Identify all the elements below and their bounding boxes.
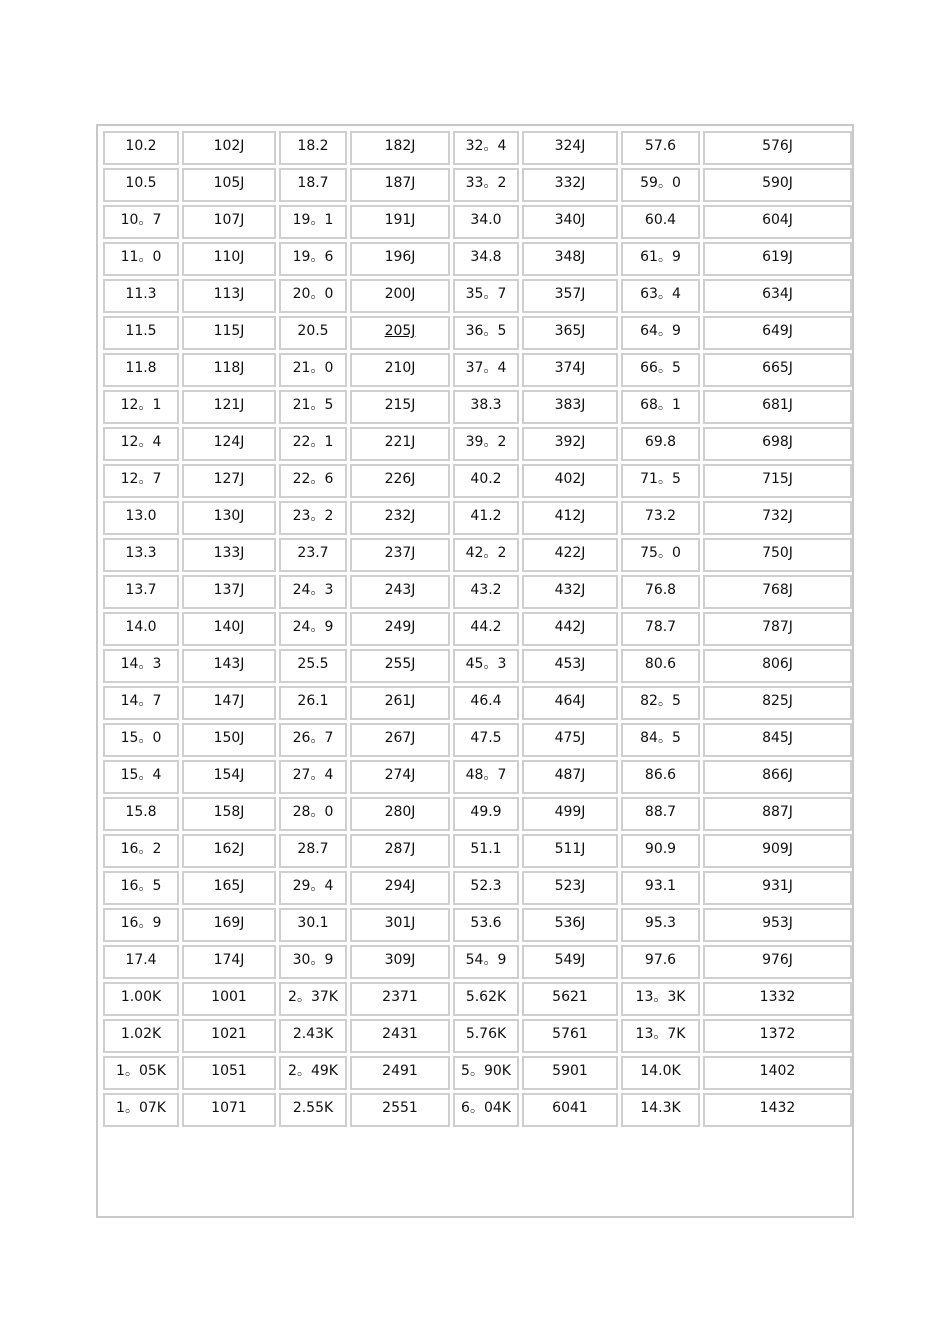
- table-cell: 88.7: [621, 797, 700, 831]
- table-cell: 15.8: [103, 797, 179, 831]
- table-cell: 13.7: [103, 575, 179, 609]
- table-cell: 1332: [703, 982, 852, 1016]
- table-cell: 6041: [522, 1093, 618, 1127]
- table-cell: 196J: [350, 242, 450, 276]
- table-cell: 953J: [703, 908, 852, 942]
- table-cell: 24。3: [279, 575, 347, 609]
- table-cell: 392J: [522, 427, 618, 461]
- table-cell: 14。3: [103, 649, 179, 683]
- table-cell: 18.2: [279, 131, 347, 165]
- table-cell: 27。4: [279, 760, 347, 794]
- table-cell: 1071: [182, 1093, 276, 1127]
- table-row: [103, 686, 852, 720]
- table-cell: 909J: [703, 834, 852, 868]
- table-cell: 137J: [182, 575, 276, 609]
- table-cell: 115J: [182, 316, 276, 350]
- table-cell: 301J: [350, 908, 450, 942]
- table-cell: 5761: [522, 1019, 618, 1053]
- table-cell: 130J: [182, 501, 276, 535]
- table-cell: 21。5: [279, 390, 347, 424]
- table-cell: 13。7K: [621, 1019, 700, 1053]
- table-cell: 40.2: [453, 464, 519, 498]
- table-cell: 232J: [350, 501, 450, 535]
- table-cell: 11.3: [103, 279, 179, 313]
- table-cell: 6。04K: [453, 1093, 519, 1127]
- table-cell: 73.2: [621, 501, 700, 535]
- table-cell: 53.6: [453, 908, 519, 942]
- table-cell: 732J: [703, 501, 852, 535]
- table-cell: 200J: [350, 279, 450, 313]
- table-row: [103, 871, 852, 905]
- table-cell: 14。7: [103, 686, 179, 720]
- table-cell: 43.2: [453, 575, 519, 609]
- table-cell: 107J: [182, 205, 276, 239]
- table-cell: 340J: [522, 205, 618, 239]
- table-cell: 49.9: [453, 797, 519, 831]
- table-cell: 18.7: [279, 168, 347, 202]
- table-cell: 294J: [350, 871, 450, 905]
- table-row: [103, 279, 852, 313]
- table-cell: 11。0: [103, 242, 179, 276]
- table-cell: 499J: [522, 797, 618, 831]
- table-cell: 453J: [522, 649, 618, 683]
- table-cell: 2431: [350, 1019, 450, 1053]
- table-cell: 113J: [182, 279, 276, 313]
- table-cell: 432J: [522, 575, 618, 609]
- table-row: [103, 612, 852, 646]
- table-cell: 267J: [350, 723, 450, 757]
- table-cell: 52.3: [453, 871, 519, 905]
- table-cell: 825J: [703, 686, 852, 720]
- table-cell: 39。2: [453, 427, 519, 461]
- table-cell: 66。5: [621, 353, 700, 387]
- table-cell: 1432: [703, 1093, 852, 1127]
- table-cell: 215J: [350, 390, 450, 424]
- table-row: [103, 501, 852, 535]
- table-row: [103, 1093, 852, 1127]
- table-cell: 64。9: [621, 316, 700, 350]
- table-cell: 237J: [350, 538, 450, 572]
- table-cell: 402J: [522, 464, 618, 498]
- table-cell: 174J: [182, 945, 276, 979]
- table-cell: 76.8: [621, 575, 700, 609]
- table-cell: 54。9: [453, 945, 519, 979]
- table-cell: 147J: [182, 686, 276, 720]
- table-cell: 16。5: [103, 871, 179, 905]
- table-cell: 2.43K: [279, 1019, 347, 1053]
- table-cell: 90.9: [621, 834, 700, 868]
- table-cell: 23。2: [279, 501, 347, 535]
- table-cell: 210J: [350, 353, 450, 387]
- table-cell: 60.4: [621, 205, 700, 239]
- table-cell: 604J: [703, 205, 852, 239]
- table-cell: 698J: [703, 427, 852, 461]
- table-cell: 976J: [703, 945, 852, 979]
- table-cell: 75。0: [621, 538, 700, 572]
- table-cell: 5.76K: [453, 1019, 519, 1053]
- table-row: [103, 834, 852, 868]
- table-cell: 243J: [350, 575, 450, 609]
- table-cell: 634J: [703, 279, 852, 313]
- table-cell: 45。3: [453, 649, 519, 683]
- table-cell: 26。7: [279, 723, 347, 757]
- table-cell: 1001: [182, 982, 276, 1016]
- table-cell: 41.2: [453, 501, 519, 535]
- table-cell: 34.8: [453, 242, 519, 276]
- table-cell: 348J: [522, 242, 618, 276]
- table-cell: 10。7: [103, 205, 179, 239]
- table-cell: 2.55K: [279, 1093, 347, 1127]
- table-cell: 36。5: [453, 316, 519, 350]
- table-cell: 133J: [182, 538, 276, 572]
- table-cell: 511J: [522, 834, 618, 868]
- table-cell: 13.3: [103, 538, 179, 572]
- table-cell: 154J: [182, 760, 276, 794]
- table-cell: 57.6: [621, 131, 700, 165]
- table-cell: 2371: [350, 982, 450, 1016]
- table-cell: 38.3: [453, 390, 519, 424]
- table-cell: 412J: [522, 501, 618, 535]
- table-cell: 93.1: [621, 871, 700, 905]
- table-cell: 374J: [522, 353, 618, 387]
- table-cell: 22。1: [279, 427, 347, 461]
- table-row: [103, 1056, 852, 1090]
- table-cell: 5。90K: [453, 1056, 519, 1090]
- resistor-code-table-frame: [96, 124, 854, 1218]
- table-row: [103, 390, 852, 424]
- table-cell: 10.5: [103, 168, 179, 202]
- table-cell: 143J: [182, 649, 276, 683]
- table-cell: 61。9: [621, 242, 700, 276]
- table-cell: 59。0: [621, 168, 700, 202]
- table-cell: 2。37K: [279, 982, 347, 1016]
- table-row: [103, 760, 852, 794]
- table-cell: 681J: [703, 390, 852, 424]
- table-cell: 19。1: [279, 205, 347, 239]
- table-cell: 97.6: [621, 945, 700, 979]
- table-row: [103, 1019, 852, 1053]
- table-body: [103, 131, 852, 1127]
- table-cell: 78.7: [621, 612, 700, 646]
- table-cell: 324J: [522, 131, 618, 165]
- table-cell: 51.1: [453, 834, 519, 868]
- table-cell: 332J: [522, 168, 618, 202]
- table-cell: 162J: [182, 834, 276, 868]
- table-cell: 806J: [703, 649, 852, 683]
- table-cell: 30.1: [279, 908, 347, 942]
- table-cell: 63。4: [621, 279, 700, 313]
- table-cell: 33。2: [453, 168, 519, 202]
- table-cell: 715J: [703, 464, 852, 498]
- table-cell: 12。1: [103, 390, 179, 424]
- table-cell: 845J: [703, 723, 852, 757]
- table-cell: 2551: [350, 1093, 450, 1127]
- table-cell: 21。0: [279, 353, 347, 387]
- table-cell: 280J: [350, 797, 450, 831]
- table-row: [103, 982, 852, 1016]
- table-cell: 1.02K: [103, 1019, 179, 1053]
- table-cell: 1051: [182, 1056, 276, 1090]
- table-cell: 110J: [182, 242, 276, 276]
- table-cell: 23.7: [279, 538, 347, 572]
- table-cell: 48。7: [453, 760, 519, 794]
- table-row: [103, 797, 852, 831]
- table-cell: 16。2: [103, 834, 179, 868]
- table-cell: 274J: [350, 760, 450, 794]
- table-cell: 619J: [703, 242, 852, 276]
- table-cell: 46.4: [453, 686, 519, 720]
- table-cell: 140J: [182, 612, 276, 646]
- table-cell: 205J: [350, 316, 450, 350]
- table-cell: 32。4: [453, 131, 519, 165]
- table-cell: 442J: [522, 612, 618, 646]
- table-cell: 2。49K: [279, 1056, 347, 1090]
- table-cell: 249J: [350, 612, 450, 646]
- table-cell: 1372: [703, 1019, 852, 1053]
- table-cell: 191J: [350, 205, 450, 239]
- table-cell: 84。5: [621, 723, 700, 757]
- table-cell: 42。2: [453, 538, 519, 572]
- table-cell: 2491: [350, 1056, 450, 1090]
- table-cell: 71。5: [621, 464, 700, 498]
- table-cell: 86.6: [621, 760, 700, 794]
- table-cell: 10.2: [103, 131, 179, 165]
- table-cell: 11.5: [103, 316, 179, 350]
- table-cell: 68。1: [621, 390, 700, 424]
- table-row: [103, 723, 852, 757]
- table-cell: 44.2: [453, 612, 519, 646]
- table-cell: 750J: [703, 538, 852, 572]
- table-cell: 150J: [182, 723, 276, 757]
- table-cell: 576J: [703, 131, 852, 165]
- table-cell: 287J: [350, 834, 450, 868]
- table-cell: 13.0: [103, 501, 179, 535]
- table-row: [103, 538, 852, 572]
- table-cell: 1.00K: [103, 982, 179, 1016]
- table-cell: 1。07K: [103, 1093, 179, 1127]
- table-cell: 187J: [350, 168, 450, 202]
- table-cell: 475J: [522, 723, 618, 757]
- table-cell: 26.1: [279, 686, 347, 720]
- table-row: [103, 649, 852, 683]
- table-cell: 549J: [522, 945, 618, 979]
- table-cell: 309J: [350, 945, 450, 979]
- table-cell: 487J: [522, 760, 618, 794]
- table-cell: 80.6: [621, 649, 700, 683]
- table-cell: 20.5: [279, 316, 347, 350]
- table-cell: 28。0: [279, 797, 347, 831]
- table-cell: 11.8: [103, 353, 179, 387]
- table-cell: 5.62K: [453, 982, 519, 1016]
- table-cell: 95.3: [621, 908, 700, 942]
- table-cell: 69.8: [621, 427, 700, 461]
- table-cell: 14.3K: [621, 1093, 700, 1127]
- table-cell: 35。7: [453, 279, 519, 313]
- table-cell: 261J: [350, 686, 450, 720]
- table-cell: 787J: [703, 612, 852, 646]
- table-cell: 165J: [182, 871, 276, 905]
- table-cell: 365J: [522, 316, 618, 350]
- table-row: [103, 427, 852, 461]
- table-cell: 29。4: [279, 871, 347, 905]
- table-row: [103, 945, 852, 979]
- table-cell: 16。9: [103, 908, 179, 942]
- table-cell: 12。4: [103, 427, 179, 461]
- table-cell: 19。6: [279, 242, 347, 276]
- table-cell: 34.0: [453, 205, 519, 239]
- table-cell: 357J: [522, 279, 618, 313]
- table-cell: 1021: [182, 1019, 276, 1053]
- table-cell: 82。5: [621, 686, 700, 720]
- table-cell: 30。9: [279, 945, 347, 979]
- table-row: [103, 353, 852, 387]
- table-cell: 255J: [350, 649, 450, 683]
- table-cell: 25.5: [279, 649, 347, 683]
- table-cell: 28.7: [279, 834, 347, 868]
- table-cell: 226J: [350, 464, 450, 498]
- table-row: [103, 242, 852, 276]
- table-cell: 1。05K: [103, 1056, 179, 1090]
- resistor-code-table: [100, 128, 855, 1130]
- table-row: [103, 205, 852, 239]
- table-cell: 5621: [522, 982, 618, 1016]
- table-cell: 649J: [703, 316, 852, 350]
- table-cell: 536J: [522, 908, 618, 942]
- table-row: [103, 464, 852, 498]
- table-cell: 37。4: [453, 353, 519, 387]
- table-cell: 931J: [703, 871, 852, 905]
- table-cell: 22。6: [279, 464, 347, 498]
- table-row: [103, 316, 852, 350]
- table-cell: 118J: [182, 353, 276, 387]
- table-row: [103, 168, 852, 202]
- table-cell: 121J: [182, 390, 276, 424]
- table-cell: 5901: [522, 1056, 618, 1090]
- table-row: [103, 575, 852, 609]
- table-cell: 182J: [350, 131, 450, 165]
- table-cell: 14.0: [103, 612, 179, 646]
- table-cell: 102J: [182, 131, 276, 165]
- table-cell: 24。9: [279, 612, 347, 646]
- table-cell: 665J: [703, 353, 852, 387]
- table-cell: 127J: [182, 464, 276, 498]
- table-cell: 13。3K: [621, 982, 700, 1016]
- table-cell: 15。0: [103, 723, 179, 757]
- table-cell: 158J: [182, 797, 276, 831]
- table-cell: 866J: [703, 760, 852, 794]
- table-cell: 221J: [350, 427, 450, 461]
- table-cell: 464J: [522, 686, 618, 720]
- table-cell: 12。7: [103, 464, 179, 498]
- table-cell: 14.0K: [621, 1056, 700, 1090]
- table-cell: 169J: [182, 908, 276, 942]
- table-cell: 590J: [703, 168, 852, 202]
- table-row: [103, 131, 852, 165]
- table-cell: 20。0: [279, 279, 347, 313]
- table-cell: 523J: [522, 871, 618, 905]
- table-cell: 105J: [182, 168, 276, 202]
- table-cell: 124J: [182, 427, 276, 461]
- table-cell: 15。4: [103, 760, 179, 794]
- table-cell: 17.4: [103, 945, 179, 979]
- table-row: [103, 908, 852, 942]
- table-cell: 47.5: [453, 723, 519, 757]
- table-cell: 383J: [522, 390, 618, 424]
- table-cell: 768J: [703, 575, 852, 609]
- table-cell: 887J: [703, 797, 852, 831]
- table-cell: 1402: [703, 1056, 852, 1090]
- table-cell: 422J: [522, 538, 618, 572]
